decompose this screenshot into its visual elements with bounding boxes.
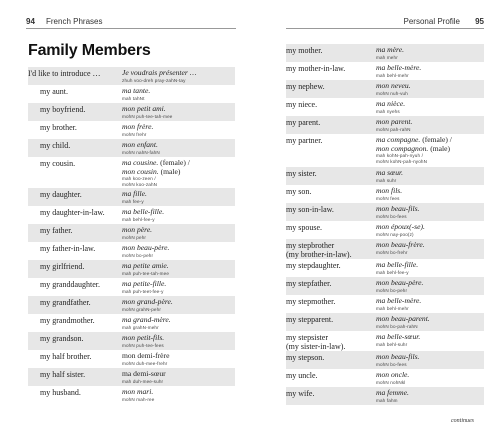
french-text: mon père. <box>122 225 153 234</box>
french-phrase <box>376 389 484 398</box>
phrase-row <box>28 85 235 103</box>
english-phrase <box>286 221 376 232</box>
phrase-row <box>286 203 484 221</box>
french-gender-note: (female) / <box>420 135 452 144</box>
english-phrase <box>286 80 376 91</box>
right-phrase-table <box>286 44 484 405</box>
phrase-row <box>28 139 235 157</box>
english-text-continued: (my sister-in-law). <box>286 342 346 351</box>
english-text: my son. <box>286 187 312 196</box>
translation <box>376 134 484 164</box>
english-phrase <box>28 188 122 199</box>
translation <box>376 167 484 183</box>
translation <box>376 80 484 96</box>
pronunciation: mohN nahN-fahN <box>122 149 160 155</box>
pronunciation: mohN puh-tee-fees <box>122 342 164 348</box>
translation <box>376 221 484 237</box>
french-text: mon enfant. <box>122 140 158 149</box>
pronunciation: mohN nay-poo(z) <box>376 231 414 237</box>
french-text: ma sœur. <box>376 168 404 177</box>
english-phrase <box>28 260 122 271</box>
english-text: my stepdaughter. <box>286 261 341 270</box>
english-phrase <box>286 277 376 288</box>
english-text: my son-in-law. <box>286 205 334 214</box>
left-running-head: French Phrases <box>46 17 103 26</box>
french-text: mon grand-père. <box>122 297 173 306</box>
english-text: my stepbrother <box>286 241 335 250</box>
phrase-row <box>28 242 235 260</box>
phrase-row <box>28 314 235 332</box>
french-phrase <box>122 190 235 199</box>
english-phrase <box>286 295 376 306</box>
section-title: Family Members <box>28 42 151 59</box>
english-text: my husband. <box>40 388 81 397</box>
french-phrase <box>376 205 484 214</box>
english-phrase <box>286 351 376 362</box>
pronunciation: mohN puh-tee-tah-mee <box>122 113 173 119</box>
french-text: mon beau-fils. <box>376 352 420 361</box>
phrase-row <box>286 44 484 62</box>
phrase-row <box>286 80 484 98</box>
translation <box>376 331 484 347</box>
translation <box>122 296 235 312</box>
english-phrase <box>28 296 122 307</box>
english-text: my child. <box>40 141 71 150</box>
phrase-row <box>28 260 235 278</box>
french-text-alt: mon compagnon. <box>376 143 429 153</box>
translation <box>376 277 484 293</box>
english-phrase <box>28 85 122 96</box>
phrase-row <box>286 331 484 351</box>
pronunciation: mah kohN-pah-nyuh / <box>376 153 424 159</box>
english-phrase <box>286 116 376 127</box>
phrase-row <box>28 224 235 242</box>
pronunciation: mohN duh-mee-frehr <box>122 360 168 366</box>
english-text: my stepparent. <box>286 315 334 324</box>
phrase-row <box>28 103 235 121</box>
french-text: mon petit ami. <box>122 104 166 113</box>
french-phrase <box>122 370 235 379</box>
english-phrase <box>28 224 122 235</box>
english-text: I'd like to introduce … <box>28 69 101 78</box>
french-phrase <box>122 105 235 114</box>
continues-note: continues <box>451 418 474 424</box>
phrase-row <box>286 351 484 369</box>
translation <box>122 67 235 83</box>
french-text: mon beau-père. <box>122 243 170 252</box>
french-phrase <box>122 87 235 96</box>
pronunciation-alt: mohN koo-zahN <box>122 181 158 187</box>
phrase-row <box>286 185 484 203</box>
english-phrase <box>286 134 376 145</box>
right-page-number: 95 <box>475 17 484 26</box>
english-phrase <box>28 157 122 168</box>
french-phrase <box>122 226 235 235</box>
pronunciation: mah grahN-mehr <box>122 324 159 330</box>
french-phrase <box>122 280 235 289</box>
english-phrase <box>28 386 122 397</box>
translation <box>376 351 484 367</box>
pronunciation: mohN bo-pehr <box>122 252 154 258</box>
french-phrase <box>376 100 484 109</box>
pronunciation: mohN fees <box>376 195 400 201</box>
pronunciation: mah mehr <box>376 54 398 60</box>
french-text: ma demi-sœur <box>122 369 166 378</box>
pronunciation: mohN bo-pah-rahN <box>376 323 418 329</box>
french-text: ma mère. <box>376 45 404 54</box>
french-text: ma belle-fille. <box>122 207 165 216</box>
translation <box>122 224 235 240</box>
english-phrase <box>286 62 376 73</box>
french-text: mon frère. <box>122 122 154 131</box>
english-text: my daughter-in-law. <box>40 208 105 217</box>
french-phrase <box>376 371 484 380</box>
translation <box>376 239 484 255</box>
pronunciation: mohN pehr <box>122 234 147 240</box>
phrase-row <box>28 278 235 296</box>
phrase-row <box>28 386 235 404</box>
english-text: my sister. <box>286 169 317 178</box>
english-text: my spouse. <box>286 223 322 232</box>
english-text: my half brother. <box>40 352 92 361</box>
english-text: my mother-in-law. <box>286 64 346 73</box>
translation <box>376 62 484 78</box>
pronunciation: zhuh voo-dreh pray-zahN-tay <box>122 77 186 83</box>
french-phrase <box>376 64 484 73</box>
phrase-row <box>286 369 484 387</box>
translation <box>122 278 235 294</box>
french-phrase <box>122 69 235 78</box>
english-text: my stepsister <box>286 333 328 342</box>
pronunciation: mah behl-fee-y <box>376 269 409 275</box>
english-phrase <box>286 331 376 351</box>
pronunciation: mah fahm <box>376 397 398 403</box>
left-page-number: 94 <box>26 17 35 26</box>
translation <box>122 386 235 402</box>
translation <box>376 387 484 403</box>
english-phrase <box>286 167 376 178</box>
english-text: my stepson. <box>286 353 325 362</box>
pronunciation: mah behl-suhr <box>376 341 408 347</box>
phrase-row <box>28 350 235 368</box>
phrase-row <box>286 313 484 331</box>
translation <box>376 203 484 219</box>
english-phrase <box>28 242 122 253</box>
phrase-row <box>28 67 235 85</box>
french-text: ma belle-mère. <box>376 63 422 72</box>
phrase-row <box>286 277 484 295</box>
phrase-row <box>28 188 235 206</box>
english-text: my daughter. <box>40 190 82 199</box>
english-text: my uncle. <box>286 371 318 380</box>
english-phrase <box>28 139 122 150</box>
translation <box>376 116 484 132</box>
french-phrase <box>376 353 484 362</box>
pronunciation: mohN grahN-pehr <box>122 306 162 312</box>
english-text: my grandfather. <box>40 298 91 307</box>
french-text: ma tante. <box>122 86 151 95</box>
french-phrase <box>122 244 235 253</box>
pronunciation: mah behl-mehr <box>376 72 409 78</box>
english-phrase <box>286 313 376 324</box>
french-text: ma grand-mère. <box>122 315 171 324</box>
french-text: mon beau-père. <box>376 278 424 287</box>
translation <box>122 103 235 119</box>
phrase-row <box>286 167 484 185</box>
pronunciation: mah behl-fee-y <box>122 216 155 222</box>
english-phrase <box>28 314 122 325</box>
french-text: ma compagne. <box>376 135 421 144</box>
english-text: my grandmother. <box>40 316 95 325</box>
french-gender-note-alt: (male) <box>428 143 451 153</box>
french-phrase <box>376 279 484 288</box>
english-phrase <box>286 98 376 109</box>
translation <box>376 313 484 329</box>
french-text: mon beau-parent. <box>376 314 430 323</box>
translation <box>122 260 235 276</box>
translation <box>122 368 235 384</box>
french-text: ma petite-fille. <box>122 279 167 288</box>
phrase-row <box>28 332 235 350</box>
french-text: ma cousine. <box>122 158 159 167</box>
french-text: ma fille. <box>122 189 147 198</box>
french-phrase <box>376 46 484 55</box>
english-text: my half sister. <box>40 370 86 379</box>
english-text: my grandson. <box>40 334 84 343</box>
right-running-header <box>286 17 484 29</box>
french-text-alt: mon cousin. <box>122 166 159 176</box>
french-text: mon parent. <box>376 117 413 126</box>
french-phrase <box>376 223 484 232</box>
pronunciation-alt: mohN kohN-pah-nyohN <box>376 158 428 164</box>
french-phrase <box>122 208 235 217</box>
french-gender-note: (female) / <box>158 158 190 167</box>
french-gender-note-alt: (male) <box>158 166 181 176</box>
translation <box>376 295 484 311</box>
english-phrase <box>286 185 376 196</box>
translation <box>376 259 484 275</box>
english-text: my nephew. <box>286 82 325 91</box>
english-phrase <box>286 203 376 214</box>
english-text: my aunt. <box>40 87 68 96</box>
english-phrase <box>28 67 122 78</box>
french-text: ma belle-sœur. <box>376 332 421 341</box>
french-phrase <box>376 333 484 342</box>
phrase-row <box>286 387 484 405</box>
english-text: my granddaughter. <box>40 280 100 289</box>
translation <box>376 44 484 60</box>
translation <box>122 188 235 204</box>
translation <box>122 121 235 137</box>
french-text: ma belle-mère. <box>376 296 422 305</box>
pronunciation: mah puh-tee-tah-mee <box>122 270 170 276</box>
phrase-row <box>286 221 484 239</box>
french-phrase <box>376 297 484 306</box>
english-text: my niece. <box>286 100 318 109</box>
english-text: my girlfriend. <box>40 262 85 271</box>
pronunciation: mah duh-mee-suhr <box>122 378 164 384</box>
phrase-row <box>286 98 484 116</box>
pronunciation: mah tahNt <box>122 95 145 101</box>
phrase-row <box>286 62 484 80</box>
french-text: mon beau-fils. <box>376 204 420 213</box>
translation <box>122 85 235 101</box>
english-phrase <box>286 44 376 55</box>
pronunciation: mohN frehr <box>122 131 147 137</box>
english-phrase <box>28 206 122 217</box>
french-text: mon fils. <box>376 186 403 195</box>
french-phrase <box>376 315 484 324</box>
pronunciation: mohN bo-fees <box>376 213 407 219</box>
translation <box>122 157 235 187</box>
pronunciation: mah behl-mehr <box>376 305 409 311</box>
english-text: my wife. <box>286 389 315 398</box>
french-text: ma nièce. <box>376 99 406 108</box>
english-phrase <box>286 259 376 270</box>
phrase-row <box>286 116 484 134</box>
translation <box>376 185 484 201</box>
english-phrase <box>28 332 122 343</box>
phrase-row <box>286 239 484 259</box>
french-text: mon neveu. <box>376 81 411 90</box>
phrase-row <box>28 296 235 314</box>
french-phrase <box>122 334 235 343</box>
english-text: my boyfriend. <box>40 105 86 114</box>
english-phrase <box>286 369 376 380</box>
phrase-row <box>286 295 484 313</box>
pronunciation: mah nyehs <box>376 108 400 114</box>
french-text: mon demi-frère <box>122 351 170 360</box>
english-text: my father-in-law. <box>40 244 96 253</box>
translation <box>122 242 235 258</box>
english-text: my mother. <box>286 46 323 55</box>
pronunciation: mohN bo-fees <box>376 361 407 367</box>
phrase-row <box>28 368 235 386</box>
french-text: mon beau-frère. <box>376 240 425 249</box>
french-phrase <box>376 261 484 270</box>
english-text: my stepfather. <box>286 279 332 288</box>
pronunciation: mah fee-y <box>122 198 144 204</box>
french-text: Je voudrais présenter … <box>122 68 197 77</box>
french-phrase <box>122 298 235 307</box>
english-text-continued: (my brother-in-law). <box>286 250 352 259</box>
phrase-row <box>286 134 484 167</box>
phrase-row <box>28 206 235 224</box>
french-text: ma petite amie. <box>122 261 169 270</box>
english-text: my stepmother. <box>286 297 336 306</box>
french-phrase <box>122 123 235 132</box>
translation <box>376 98 484 114</box>
french-text: mon époux(-se). <box>376 222 425 231</box>
pronunciation: mah puh-teet-fee-y <box>122 288 164 294</box>
english-text: my father. <box>40 226 73 235</box>
pronunciation: mohN mah-ree <box>122 396 155 402</box>
french-phrase <box>122 262 235 271</box>
french-phrase <box>376 118 484 127</box>
french-phrase <box>122 388 235 397</box>
translation <box>376 369 484 385</box>
pronunciation: mohN nuh-vuh <box>376 90 408 96</box>
french-phrase <box>376 187 484 196</box>
english-text: my parent. <box>286 118 321 127</box>
phrase-row <box>28 157 235 188</box>
french-phrase <box>122 352 235 361</box>
translation <box>122 206 235 222</box>
french-phrase <box>376 241 484 250</box>
french-text: mon oncle. <box>376 370 410 379</box>
french-text: mon mari. <box>122 387 154 396</box>
pronunciation: mah koo-zeen / <box>122 176 156 182</box>
french-phrase <box>122 316 235 325</box>
french-text: ma belle-fille. <box>376 260 419 269</box>
english-phrase <box>28 368 122 379</box>
pronunciation: mohN pah-rahN <box>376 126 411 132</box>
english-phrase <box>28 350 122 361</box>
phrase-row <box>286 259 484 277</box>
french-phrase <box>376 169 484 178</box>
left-running-header <box>26 17 236 29</box>
pronunciation: mohN bo-frehr <box>376 249 408 255</box>
french-phrase <box>122 141 235 150</box>
right-page <box>262 0 500 434</box>
translation <box>122 314 235 330</box>
english-phrase <box>28 121 122 132</box>
translation <box>122 332 235 348</box>
translation <box>122 139 235 155</box>
english-phrase <box>28 278 122 289</box>
pronunciation: mah suhr <box>376 177 397 183</box>
pronunciation: mohN bo-pehr <box>376 287 408 293</box>
english-text: my brother. <box>40 123 77 132</box>
french-text: mon petit-fils. <box>122 333 165 342</box>
english-text: my cousin. <box>40 159 76 168</box>
translation <box>122 350 235 366</box>
english-phrase <box>286 239 376 259</box>
french-phrase-alt <box>122 168 235 177</box>
english-text: my partner. <box>286 136 323 145</box>
french-phrase <box>376 82 484 91</box>
french-text: ma femme. <box>376 388 409 397</box>
phrase-row <box>28 121 235 139</box>
right-running-head: Personal Profile <box>403 17 460 26</box>
left-phrase-table <box>28 67 235 404</box>
english-phrase <box>286 387 376 398</box>
english-phrase <box>28 103 122 114</box>
french-phrase-alt <box>376 145 484 154</box>
pronunciation: mohN nohNkl <box>376 379 406 385</box>
